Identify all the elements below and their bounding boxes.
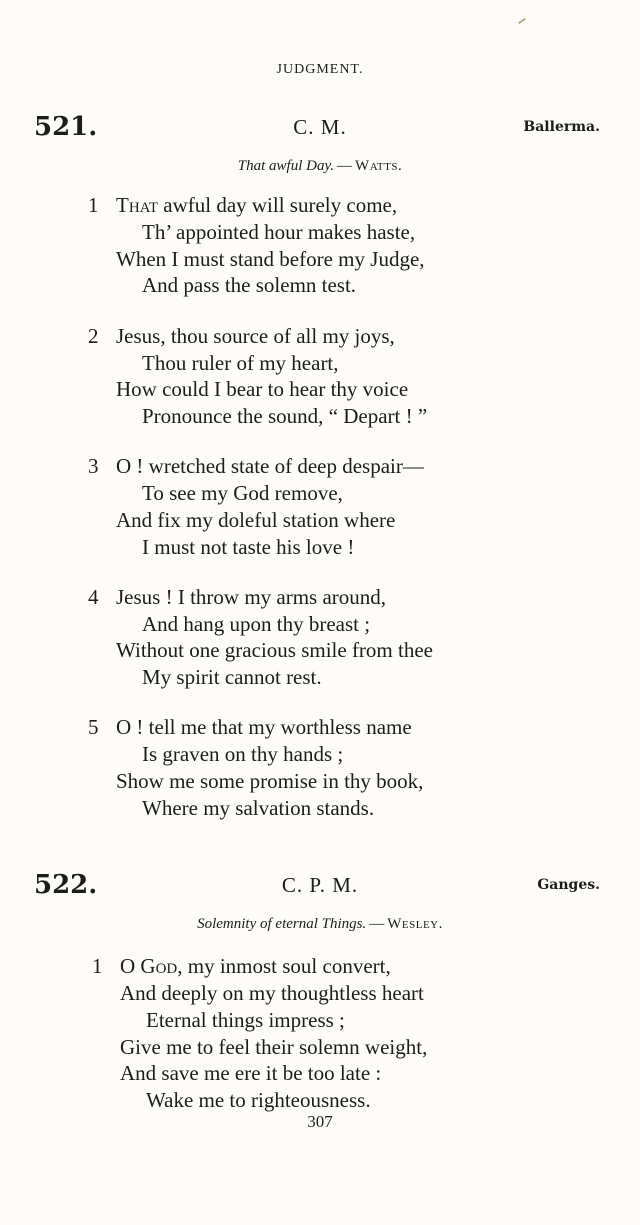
verse-line bbox=[116, 192, 397, 218]
page-number: 307 bbox=[307, 1112, 333, 1131]
tune-name: Ballerma. bbox=[523, 119, 600, 135]
verse-line: Pronounce the sound, “ Depart ! ” bbox=[142, 404, 428, 428]
hymn-author: Wesley. bbox=[387, 916, 443, 932]
verse-line: How could I bear to hear thy voice bbox=[116, 377, 409, 401]
hymn-subtitle: Solemnity of eternal Things. — Wesley. bbox=[197, 916, 443, 932]
verse-line: Wake me to righteousness. bbox=[146, 1088, 371, 1112]
verse-line: Show me some promise in thy book, bbox=[116, 769, 424, 793]
stanza-number: 2 bbox=[88, 324, 99, 348]
verse-line: I must not taste his love ! bbox=[142, 535, 355, 559]
verse-line: Jesus ! I throw my arms around, bbox=[116, 585, 387, 609]
hymn-subtitle: That awful Day. — Watts. bbox=[237, 158, 403, 174]
hymn-number: 522. bbox=[34, 870, 98, 900]
verse-line: And pass the solemn test. bbox=[142, 273, 357, 297]
verse-line: Is graven on thy hands ; bbox=[142, 742, 344, 766]
verse-line: Thou ruler of my heart, bbox=[142, 351, 339, 375]
stanza-number: 3 bbox=[88, 454, 99, 478]
verse-line-text: awful day will surely come, bbox=[158, 193, 398, 217]
verse-line: Where my salvation stands. bbox=[142, 796, 375, 820]
verse-line: Give me to feel their solemn weight, bbox=[120, 1035, 428, 1059]
verse-line: And deeply on my thoughtless heart bbox=[120, 981, 424, 1005]
hymn-number: 521. bbox=[34, 112, 98, 142]
verse-line: And hang upon thy breast ; bbox=[142, 612, 371, 636]
verse-line: And fix my doleful station where bbox=[116, 508, 396, 532]
hymn-header bbox=[0, 870, 640, 900]
hymn-header bbox=[0, 112, 640, 142]
verse-line: Without one gracious smile from thee bbox=[116, 638, 433, 662]
stanza-number: 1 bbox=[92, 954, 103, 978]
verse-line: And save me ere it be too late : bbox=[120, 1061, 382, 1085]
hymn-theme: That awful Day. bbox=[237, 158, 335, 174]
hymn-meter: C. M. bbox=[293, 115, 347, 139]
verse-line: Eternal things impress ; bbox=[146, 1008, 345, 1032]
verse-line-text: my inmost soul convert, bbox=[182, 954, 391, 978]
verse-lead: O God, bbox=[120, 954, 183, 978]
corner-mark bbox=[518, 18, 526, 24]
verse-line bbox=[120, 953, 391, 979]
verse-line: Th’ appointed hour makes haste, bbox=[142, 220, 416, 244]
hymn-author: Watts. bbox=[355, 158, 403, 174]
tune-name: Ganges. bbox=[537, 877, 600, 893]
stanza-number: 5 bbox=[88, 715, 99, 739]
stanza-number: 1 bbox=[88, 193, 99, 217]
verse-line: To see my God remove, bbox=[142, 481, 343, 505]
hymn-meter: C. P. M. bbox=[281, 873, 359, 897]
verse-lead: That bbox=[116, 193, 158, 217]
verse-line: O ! tell me that my worthless name bbox=[116, 715, 412, 739]
hymn-theme: Solemnity of eternal Things. bbox=[197, 916, 367, 932]
stanza-number: 4 bbox=[88, 585, 99, 609]
verse-line: When I must stand before my Judge, bbox=[116, 247, 425, 271]
verse-line: Jesus, thou source of all my joys, bbox=[116, 324, 395, 348]
verse-line: O ! wretched state of deep despair— bbox=[116, 454, 424, 478]
verse-line: My spirit cannot rest. bbox=[142, 665, 322, 689]
running-head: JUDGMENT. bbox=[276, 62, 364, 77]
